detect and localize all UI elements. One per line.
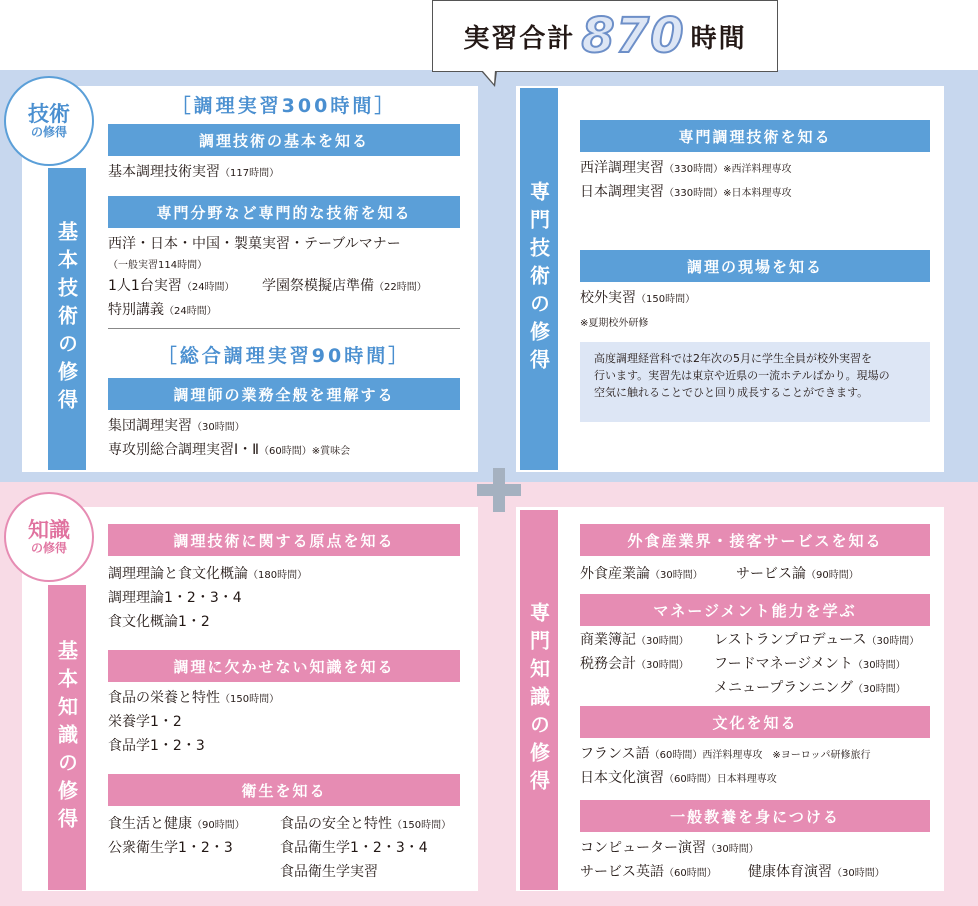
list-item: 食生活と健康（90時間） <box>108 816 245 832</box>
list-item: 健康体育演習（30時間） <box>748 864 885 880</box>
list-item: 校外実習（150時間） <box>580 290 696 306</box>
banner-specialized-technique: 専門分野など専門的な技術を知る <box>108 196 460 228</box>
banner-chef-duties: 調理師の業務全般を理解する <box>108 378 460 410</box>
special-technique-label: 専門技術の修得 <box>520 88 558 470</box>
banner-food-service-industry: 外食産業界・接客サービスを知る <box>580 524 930 556</box>
list-item: 1人1台実習（24時間） <box>108 278 235 294</box>
total-hours-callout <box>432 0 778 72</box>
list-item: フードマネージメント（30時間） <box>714 656 906 672</box>
banner-cooking-field: 調理の現場を知る <box>580 250 930 282</box>
knowledge-circle-big: 知識 <box>28 517 70 542</box>
list-item: 西洋・日本・中国・製菓実習・テーブルマナー <box>108 236 401 252</box>
banner-general-education: 一般教養を身につける <box>580 800 930 832</box>
banner-basic-technique: 調理技術の基本を知る <box>108 124 460 156</box>
list-item: メニュープランニング（30時間） <box>714 680 906 696</box>
divider <box>108 328 460 329</box>
section-heading-cooking-practice: ［調理実習300時間］ <box>171 95 397 117</box>
title-prefix: 実習合計 <box>463 23 576 54</box>
list-item: 外食産業論（30時間） <box>580 566 703 582</box>
banner-culture: 文化を知る <box>580 706 930 738</box>
list-item: 調理理論1・2・3・4 <box>108 590 242 606</box>
list-item: 税務会計（30時間） <box>580 656 689 672</box>
banner-special-cooking: 専門調理技術を知る <box>580 120 930 152</box>
title-number: 870 <box>581 8 685 64</box>
basic-knowledge-label: 基本知識の修得 <box>48 585 86 890</box>
info-line: 高度調理経営科では2年次の5月に学生全員が校外実習を <box>594 352 872 365</box>
list-item: 食品の安全と特性（150時間） <box>280 816 452 832</box>
banner-essential-knowledge: 調理に欠かせない知識を知る <box>108 650 460 682</box>
special-knowledge-label: 専門知識の修得 <box>520 510 558 890</box>
list-item: 食品学1・2・3 <box>108 738 205 754</box>
list-item: 日本調理実習（330時間）※日本料理専攻 <box>580 184 792 200</box>
list-item: 専攻別総合調理実習Ⅰ・Ⅱ（60時間）※賞味会 <box>108 442 351 458</box>
technique-circle <box>4 76 94 166</box>
list-note: ※夏期校外研修 <box>580 318 649 329</box>
list-item: 学園祭模擬店準備（22時間） <box>262 278 427 294</box>
plus-icon-horizontal <box>477 484 521 496</box>
list-item: 商業簿記（30時間） <box>580 632 689 648</box>
list-item: 特別講義（24時間） <box>108 302 217 318</box>
basic-technique-label: 基本技術の修得 <box>48 168 86 470</box>
banner-origin-of-technique: 調理技術に関する原点を知る <box>108 524 460 556</box>
list-item: 調理理論と食文化概論（180時間） <box>108 566 308 582</box>
title-suffix: 時間 <box>690 23 747 54</box>
info-line: 空気に触れることでひと回り成長することができます。 <box>594 386 869 400</box>
list-item: 食品の栄養と特性（150時間） <box>108 690 280 706</box>
list-item: 基本調理技術実習（117時間） <box>108 164 280 180</box>
list-item: 集団調理実習（30時間） <box>108 418 245 434</box>
list-item: 公衆衛生学1・2・3 <box>108 840 233 856</box>
banner-management: マネージメント能力を学ぶ <box>580 594 930 626</box>
list-item: 日本文化演習（60時間）日本料理専攻 <box>580 770 777 786</box>
list-item: サービス論（90時間） <box>736 566 859 582</box>
list-item: 西洋調理実習（330時間）※西洋料理専攻 <box>580 160 792 176</box>
list-item: フランス語（60時間）西洋料理専攻 ※ヨーロッパ研修旅行 <box>580 746 871 762</box>
info-box <box>580 342 930 422</box>
special-knowledge-panel <box>516 507 944 891</box>
list-item: 食文化概論1・2 <box>108 614 210 630</box>
section-heading-general-practice: ［総合調理実習90時間］ <box>157 345 411 367</box>
list-item: 栄養学1・2 <box>108 714 182 730</box>
technique-circle-small: の修得 <box>30 124 67 139</box>
list-item-sub: （一般実習114時間） <box>108 260 208 271</box>
banner-hygiene: 衛生を知る <box>108 774 460 806</box>
info-line: 行います。実習先は東京や近県の一流ホテルばかり。現場の <box>594 369 890 383</box>
list-item: コンピューター演習（30時間） <box>580 840 759 856</box>
knowledge-circle-small: の修得 <box>30 540 67 555</box>
list-item: 食品衛生学実習 <box>280 864 378 880</box>
technique-circle-big: 技術 <box>28 101 70 126</box>
list-item: サービス英語（60時間） <box>580 864 717 880</box>
knowledge-circle <box>4 492 94 582</box>
list-item: レストランプロデュース（30時間） <box>714 632 920 648</box>
list-item: 食品衛生学1・2・3・4 <box>280 840 428 856</box>
